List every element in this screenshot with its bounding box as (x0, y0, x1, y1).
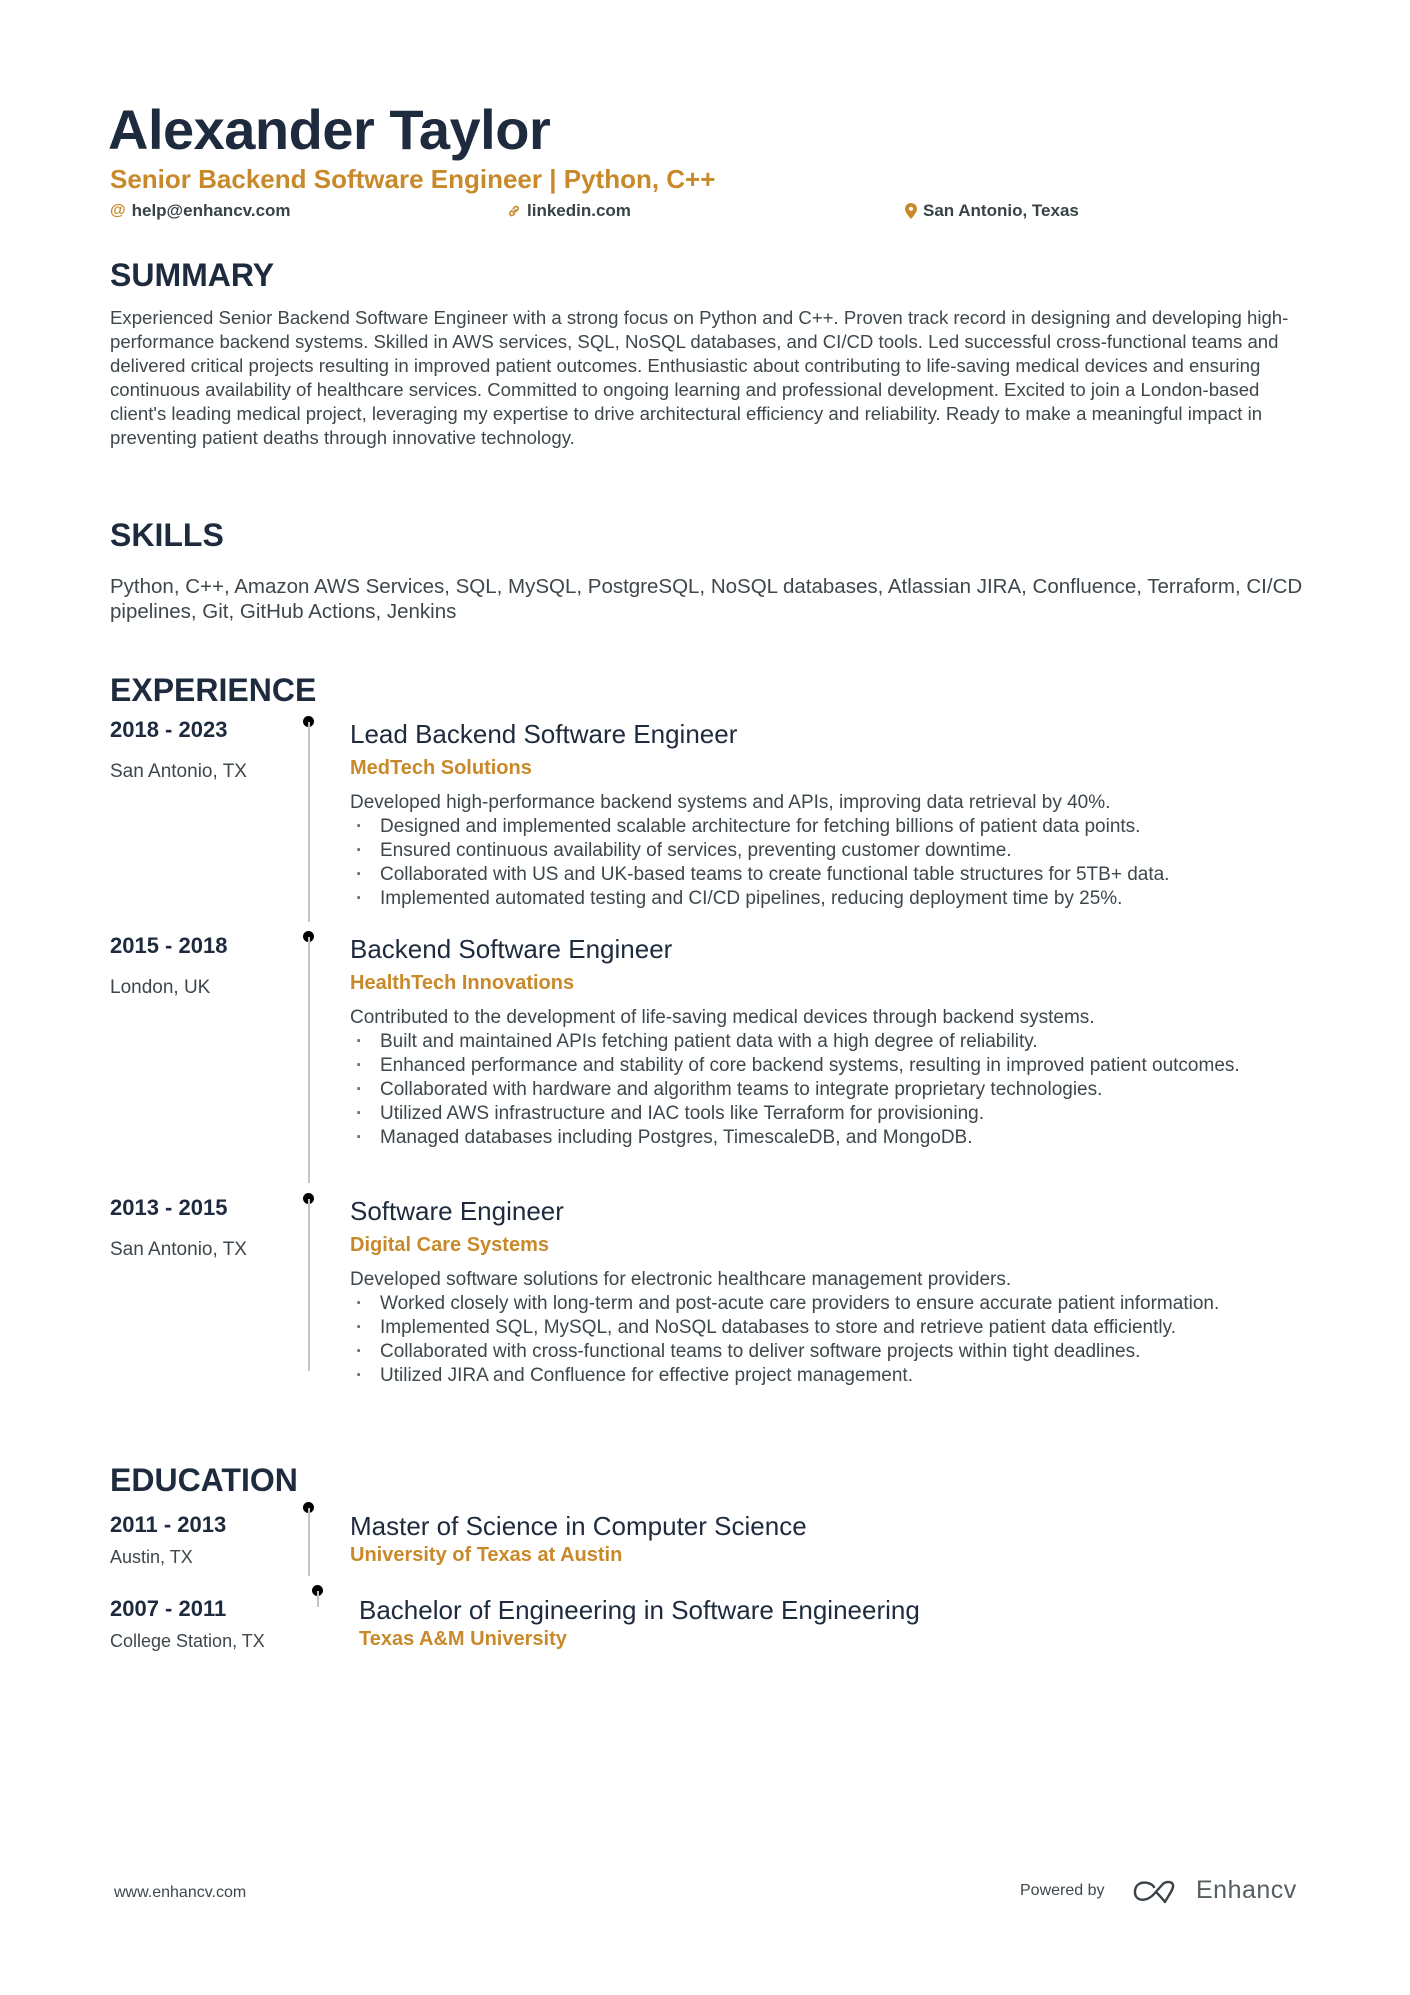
candidate-name: Alexander Taylor (108, 98, 551, 161)
footer-website-link[interactable]: www.enhancv.com (114, 1884, 247, 1901)
entry-dates: 2013 - 2015 (110, 1195, 228, 1220)
entry-school: Texas A&M University (359, 1628, 567, 1650)
bullet-item: · Utilized JIRA and Confluence for effective project management. (352, 1364, 1252, 1388)
timeline-line (308, 1199, 310, 1371)
candidate-headline: Senior Backend Software Engineer | Python, C++ (110, 164, 716, 194)
entry-dates: 2015 - 2018 (110, 933, 228, 958)
summary-heading: SUMMARY (110, 257, 275, 293)
entry-company: MedTech Solutions (350, 757, 532, 779)
timeline-line (317, 1591, 319, 1607)
timeline-line (308, 722, 310, 922)
bullet-item: · Utilized AWS infrastructure and IAC tools like Terraform for provisioning. (352, 1102, 1252, 1126)
contact-email-text: help@enhancv.com (131, 201, 291, 220)
entry-degree: Bachelor of Engineering in Software Engineering (359, 1595, 920, 1625)
timeline-line (308, 1508, 310, 1576)
experience-heading: EXPERIENCE (110, 672, 317, 708)
at-icon: @ (110, 202, 126, 219)
timeline-line (308, 937, 310, 1183)
bullet-item: · Managed databases including Postgres, TimescaleDB, and MongoDB. (352, 1126, 1252, 1150)
entry-title: Backend Software Engineer (350, 934, 673, 964)
entry-bullets (352, 815, 1252, 911)
contact-linkedin-text: linkedin.com (527, 201, 631, 220)
bullet-item: · Worked closely with long-term and post-acute care providers to ensure accurate patient information. (352, 1292, 1252, 1316)
entry-title: Software Engineer (350, 1196, 564, 1226)
bullet-item: · Collaborated with hardware and algorithm teams to integrate proprietary technologies. (352, 1078, 1252, 1102)
bullet-item: · Enhanced performance and stability of core backend systems, resulting in improved patient outcomes. (352, 1054, 1252, 1078)
skills-text: Python, C++, Amazon AWS Services, SQL, MySQL, PostgreSQL, NoSQL databases, Atlassian JIRA, Confluence, Terraform, CI/CD pipelines, Git, GitHub Actions, Jenkins (110, 575, 1303, 623)
contact-location (905, 200, 1079, 222)
contact-linkedin[interactable] (507, 200, 631, 222)
enhancv-logo-icon (1132, 1878, 1182, 1906)
entry-description: Developed software solutions for electronic healthcare management providers. (350, 1269, 1012, 1290)
bullet-item: · Implemented SQL, MySQL, and NoSQL databases to store and retrieve patient data efficiently. (352, 1316, 1252, 1340)
contact-location-text: San Antonio, Texas (923, 201, 1079, 220)
entry-title: Lead Backend Software Engineer (350, 719, 738, 749)
bullet-item: · Collaborated with cross-functional teams to deliver software projects within tight deadlines. (352, 1340, 1252, 1364)
entry-description: Developed high-performance backend systems and APIs, improving data retrieval by 40%. (350, 792, 1111, 813)
bullet-item: · Designed and implemented scalable architecture for fetching billions of patient data points. (352, 815, 1252, 839)
entry-bullets (352, 1030, 1252, 1150)
bullet-item: · Implemented automated testing and CI/CD pipelines, reducing deployment time by 25%. (352, 887, 1252, 911)
entry-bullets (352, 1292, 1252, 1388)
contact-email[interactable] (110, 200, 291, 222)
bullet-item: · Ensured continuous availability of services, preventing customer downtime. (352, 839, 1252, 863)
entry-location: London, UK (110, 977, 211, 998)
education-heading: EDUCATION (110, 1462, 298, 1498)
powered-by-label: Powered by (1020, 1882, 1105, 1899)
entry-location: San Antonio, TX (110, 761, 247, 782)
entry-dates: 2018 - 2023 (110, 717, 228, 742)
summary-text: Experienced Senior Backend Software Engineer with a strong focus on Python and C++. Proven track record in designing and developing high-performance backend systems. Skilled in AWS services, SQL, NoSQL databases, and CI/CD tools. Led successful cross-functional teams and delivered critical projects resulting in improved patient outcomes. Enthusiastic about contributing to life-saving medical devices and ensuring continuous availability of healthcare services. Committed to ongoing learning and professional development. Excited to join a London-based client's leading medical project, leveraging my expertise to drive architectural efficiency and reliability. Ready to make a meaningful impact in preventing patient deaths through innovative technology. (110, 307, 1289, 448)
entry-location: San Antonio, TX (110, 1239, 247, 1260)
entry-location: Austin, TX (110, 1547, 193, 1567)
entry-description: Contributed to the development of life-saving medical devices through backend systems. (350, 1007, 1095, 1028)
entry-company: Digital Care Systems (350, 1234, 549, 1256)
entry-degree: Master of Science in Computer Science (350, 1511, 807, 1541)
entry-location: College Station, TX (110, 1631, 265, 1651)
link-icon (507, 204, 521, 218)
entry-dates: 2007 - 2011 (110, 1596, 227, 1621)
entry-dates: 2011 - 2013 (110, 1512, 227, 1537)
skills-heading: SKILLS (110, 517, 224, 553)
entry-company: HealthTech Innovations (350, 972, 575, 994)
enhancv-logo-text: Enhancv (1196, 1876, 1297, 1904)
bullet-item: · Collaborated with US and UK-based teams to create functional table structures for 5TB+ data. (352, 863, 1252, 887)
entry-school: University of Texas at Austin (350, 1544, 623, 1566)
bullet-item: · Built and maintained APIs fetching patient data with a high degree of reliability. (352, 1030, 1252, 1054)
location-pin-icon (905, 203, 917, 219)
